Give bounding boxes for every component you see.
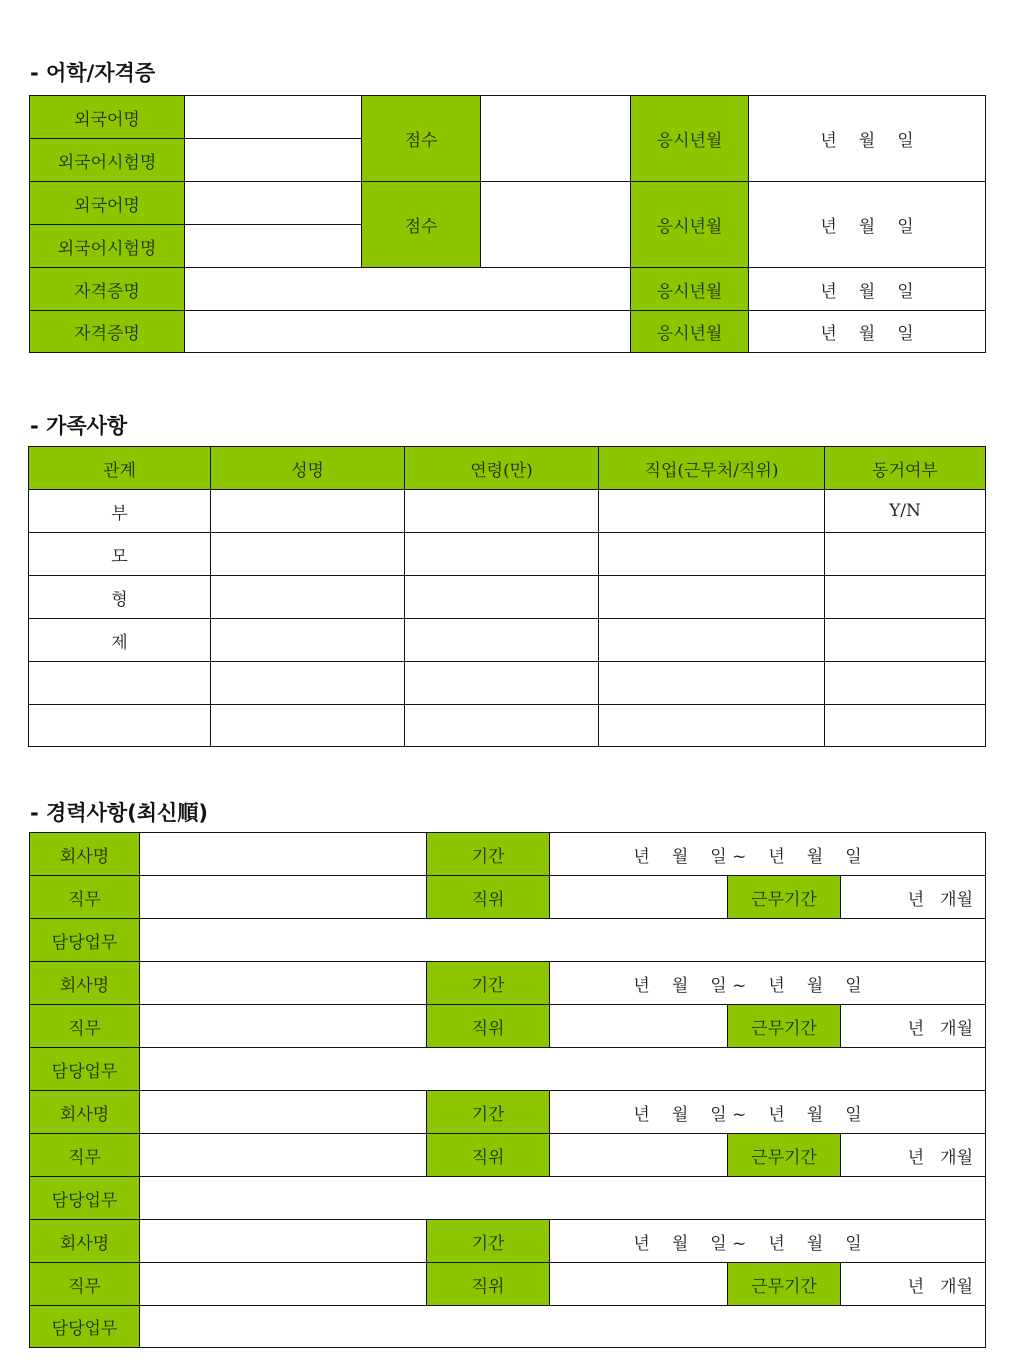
tenure-field[interactable]: 년 개월: [841, 1134, 986, 1177]
position-label: 직위: [427, 876, 550, 919]
language-table: [29, 95, 986, 353]
age-cell[interactable]: [405, 662, 599, 705]
score-label: 점수: [362, 96, 481, 182]
period-field[interactable]: 년 월 일 ~ 년 월 일: [550, 962, 986, 1005]
relation-cell[interactable]: 제: [29, 619, 211, 662]
company-input[interactable]: [140, 1220, 427, 1263]
family-row: [29, 533, 986, 576]
period-field[interactable]: 년 월 일 ~ 년 월 일: [550, 1220, 986, 1263]
career-company-row: [30, 1220, 986, 1263]
cohabit-cell[interactable]: Y/N: [825, 490, 986, 533]
company-input[interactable]: [140, 962, 427, 1005]
period-label: 기간: [427, 833, 550, 876]
career-duty-row: [30, 1005, 986, 1048]
company-label: 회사명: [30, 1091, 140, 1134]
exam-date-label: 응시년월: [631, 96, 749, 182]
family-header-relation: 관계: [29, 447, 211, 490]
foreign-language-input[interactable]: [185, 96, 362, 139]
family-header-cohabit: 동거여부: [825, 447, 986, 490]
career-task-row: [30, 919, 986, 962]
cohabit-cell[interactable]: [825, 662, 986, 705]
family-row: [29, 576, 986, 619]
tenure-field[interactable]: 년 개월: [841, 1005, 986, 1048]
job-cell[interactable]: [599, 576, 825, 619]
certificate-input[interactable]: [185, 311, 631, 353]
name-cell[interactable]: [211, 619, 405, 662]
family-table: [28, 446, 986, 747]
section-title-family: - 가족사항: [30, 414, 128, 438]
certificate-label: 자격증명: [30, 311, 185, 353]
career-table: [29, 832, 986, 1348]
task-input[interactable]: [140, 1048, 986, 1091]
duty-label: 직무: [30, 1005, 140, 1048]
age-cell[interactable]: [405, 533, 599, 576]
duty-label: 직무: [30, 1263, 140, 1306]
family-header-name: 성명: [211, 447, 405, 490]
foreign-test-input[interactable]: [185, 225, 362, 268]
period-field[interactable]: 년 월 일 ~ 년 월 일: [550, 833, 986, 876]
exam-date-field[interactable]: 년 월 일: [749, 311, 986, 353]
tenure-label: 근무기간: [728, 1134, 841, 1177]
age-cell[interactable]: [405, 619, 599, 662]
relation-cell[interactable]: 형: [29, 576, 211, 619]
tenure-label: 근무기간: [728, 876, 841, 919]
foreign-test-label: 외국어시험명: [30, 225, 185, 268]
cohabit-cell[interactable]: [825, 705, 986, 747]
exam-date-label: 응시년월: [631, 182, 749, 268]
exam-date-field[interactable]: 년 월 일: [749, 268, 986, 311]
career-task-row: [30, 1306, 986, 1348]
exam-date-field[interactable]: 년 월 일: [749, 182, 986, 268]
period-label: 기간: [427, 1220, 550, 1263]
exam-date-label: 응시년월: [631, 268, 749, 311]
age-cell[interactable]: [405, 705, 599, 747]
career-company-row: [30, 1091, 986, 1134]
relation-cell[interactable]: 부: [29, 490, 211, 533]
certificate-label: 자격증명: [30, 268, 185, 311]
career-duty-row: [30, 1263, 986, 1306]
job-cell[interactable]: [599, 490, 825, 533]
duty-label: 직무: [30, 876, 140, 919]
period-field[interactable]: 년 월 일 ~ 년 월 일: [550, 1091, 986, 1134]
task-label: 담당업무: [30, 1177, 140, 1220]
task-input[interactable]: [140, 1306, 986, 1348]
company-input[interactable]: [140, 1091, 427, 1134]
age-cell[interactable]: [405, 490, 599, 533]
position-input[interactable]: [550, 1005, 728, 1048]
duty-input[interactable]: [140, 1134, 427, 1177]
company-input[interactable]: [140, 833, 427, 876]
age-cell[interactable]: [405, 576, 599, 619]
company-label: 회사명: [30, 833, 140, 876]
job-cell[interactable]: [599, 662, 825, 705]
position-input[interactable]: [550, 1134, 728, 1177]
family-row: [29, 490, 986, 533]
tenure-label: 근무기간: [728, 1005, 841, 1048]
family-row: [29, 619, 986, 662]
career-task-row: [30, 1048, 986, 1091]
job-cell[interactable]: [599, 619, 825, 662]
family-header-age: 연령(만): [405, 447, 599, 490]
family-row: [29, 662, 986, 705]
task-input[interactable]: [140, 919, 986, 962]
cohabit-cell[interactable]: [825, 619, 986, 662]
foreign-test-input[interactable]: [185, 139, 362, 182]
tenure-label: 근무기간: [728, 1263, 841, 1306]
company-label: 회사명: [30, 962, 140, 1005]
duty-input[interactable]: [140, 1005, 427, 1048]
name-cell[interactable]: [211, 662, 405, 705]
cohabit-cell[interactable]: [825, 576, 986, 619]
duty-input[interactable]: [140, 876, 427, 919]
foreign-language-label: 외국어명: [30, 96, 185, 139]
cohabit-cell[interactable]: [825, 533, 986, 576]
career-company-row: [30, 833, 986, 876]
job-cell[interactable]: [599, 533, 825, 576]
position-label: 직위: [427, 1134, 550, 1177]
section-title-career: - 경력사항(최신順): [30, 801, 208, 825]
relation-cell[interactable]: [29, 705, 211, 747]
position-label: 직위: [427, 1005, 550, 1048]
family-row: [29, 705, 986, 747]
score-input[interactable]: [481, 182, 631, 268]
tenure-field[interactable]: 년 개월: [841, 1263, 986, 1306]
score-label: 점수: [362, 182, 481, 268]
company-label: 회사명: [30, 1220, 140, 1263]
tenure-field[interactable]: 년 개월: [841, 876, 986, 919]
exam-date-field[interactable]: 년 월 일: [749, 96, 986, 182]
job-cell[interactable]: [599, 705, 825, 747]
task-label: 담당업무: [30, 919, 140, 962]
foreign-language-label: 외국어명: [30, 182, 185, 225]
career-company-row: [30, 962, 986, 1005]
relation-cell[interactable]: 모: [29, 533, 211, 576]
career-task-row: [30, 1177, 986, 1220]
name-cell[interactable]: [211, 533, 405, 576]
task-label: 담당업무: [30, 1048, 140, 1091]
career-duty-row: [30, 1134, 986, 1177]
task-input[interactable]: [140, 1177, 986, 1220]
period-label: 기간: [427, 962, 550, 1005]
position-label: 직위: [427, 1263, 550, 1306]
duty-input[interactable]: [140, 1263, 427, 1306]
task-label: 담당업무: [30, 1306, 140, 1348]
name-cell[interactable]: [211, 576, 405, 619]
period-label: 기간: [427, 1091, 550, 1134]
name-cell[interactable]: [211, 705, 405, 747]
career-duty-row: [30, 876, 986, 919]
foreign-language-input[interactable]: [185, 182, 362, 225]
certificate-input[interactable]: [185, 268, 631, 311]
family-header-job: 직업(근무처/직위): [599, 447, 825, 490]
name-cell[interactable]: [211, 490, 405, 533]
foreign-test-label: 외국어시험명: [30, 139, 185, 182]
position-input[interactable]: [550, 1263, 728, 1306]
position-input[interactable]: [550, 876, 728, 919]
exam-date-label: 응시년월: [631, 311, 749, 353]
relation-cell[interactable]: [29, 662, 211, 705]
score-input[interactable]: [481, 96, 631, 182]
section-title-language: - 어학/자격증: [30, 61, 156, 85]
duty-label: 직무: [30, 1134, 140, 1177]
